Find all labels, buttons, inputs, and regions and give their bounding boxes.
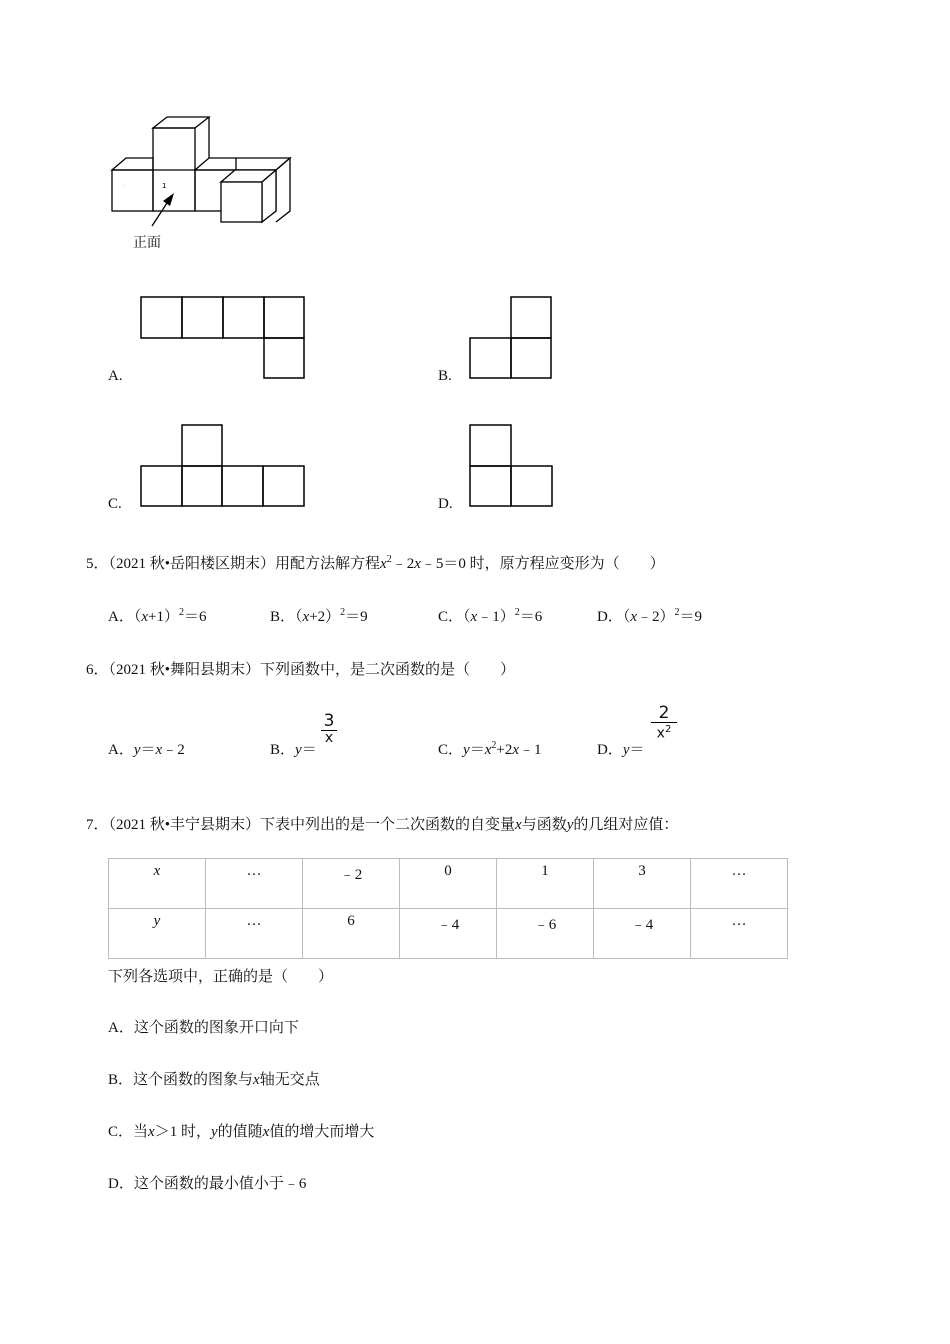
var-x: x [148,1124,155,1140]
option-text: 当 [133,1124,149,1140]
option-text: 值的增大而增大 [269,1124,375,1140]
equals: ＝ [629,742,645,758]
question-number: 6． [86,662,109,678]
stem-text: 下表中列出的是一个二次函数的自变量 [260,817,516,833]
var-y: y [210,1124,218,1140]
option-label: A． [108,1020,134,1036]
denominator: x [324,730,334,746]
option-text: ＝6 [184,609,207,625]
q5-option-d [597,605,702,626]
table-cell: 1 [497,859,594,909]
stem-text: ﹣2 [391,556,415,572]
option-b-label: B. [438,368,452,384]
question-source: （2021 秋•岳阳楼区期末） [108,556,276,572]
value-table [108,858,788,959]
option-c-label: C. [108,496,122,512]
option-label: C． [438,742,464,758]
var-x: x [470,609,478,625]
var-y: y [295,742,302,758]
option-text: （ [622,609,631,625]
table-row-x [109,859,788,909]
superscript: 2 [386,554,392,565]
option-label: D． [108,1176,134,1192]
option-text: （ [295,609,303,625]
superscript: 2 [340,607,346,618]
var-x: x [380,556,387,572]
option-label: A． [108,742,134,758]
superscript: 2 [491,740,497,751]
option-text: ﹣1） [477,609,515,625]
option-text: （ [463,609,471,625]
table-cell: y [109,909,206,959]
var-x: x [155,742,163,758]
var-y: y [622,742,630,758]
var-x: x [253,1072,260,1088]
stem-text: ﹣5＝0 时，原方程应变形为（ ） [420,556,665,572]
option-label: B． [270,609,296,625]
option-text: ﹣1 [519,742,542,758]
option-text: ＝9 [679,609,703,625]
table-cell: ﹣6 [497,909,594,959]
option-text: +2） [309,609,341,625]
option-d-view-figure [0,0,950,600]
front-view-label: 正面 [133,235,161,251]
question-source: （2021 秋•舞阳县期末） [108,662,261,678]
option-text: 这个函数的图象开口向下 [133,1020,299,1036]
table-row-y [109,909,788,959]
option-text: （ [133,609,142,625]
q5-option-a [108,605,207,626]
option-label: D． [597,742,623,758]
option-text: 轴无交点 [259,1072,320,1088]
q5-option-b [270,605,368,626]
svg-text:·: · [123,183,125,190]
option-text: ＝9 [345,609,368,625]
fraction-2-over-x-squared [651,704,677,741]
svg-text:1: 1 [162,182,167,190]
option-label: D． [597,609,623,625]
question-number: 7． [86,817,109,833]
equals: ＝ [301,742,317,758]
option-text: ﹣2 [162,742,185,758]
table-cell: 3 [594,859,691,909]
superscript: 2 [179,607,184,618]
option-text: ＝6 [519,609,543,625]
table-cell: … [206,859,303,909]
superscript: 2 [674,607,680,618]
q7-prompt: 下列各选项中，正确的是（ ） [108,969,334,985]
var-x: x [302,609,310,625]
table-cell: 0 [400,859,497,909]
denominator-base: x [656,725,665,742]
q6-option-a [108,738,185,759]
stem-text: 下列函数中，是二次函数的是（ ） [260,662,516,678]
q7-option-d [108,1172,306,1193]
stem-text: 用配方法解方程 [275,556,381,572]
superscript: 2 [514,607,520,618]
table-cell: … [206,909,303,959]
superscript: 2 [664,724,672,735]
var-y: y [566,817,574,833]
q6-option-d [597,738,645,759]
q7-option-c [108,1120,374,1141]
numerator: 3 [323,711,335,731]
equals: ＝ [469,742,485,758]
question-6-stem [86,658,515,679]
q5-option-c [438,605,542,626]
var-x: x [515,817,522,833]
var-x: x [262,1124,270,1140]
option-text: 的值随 [217,1124,263,1140]
option-text: 这个函数的图象与 [133,1072,254,1088]
option-label: A． [108,609,134,625]
var-x: x [484,742,492,758]
numerator: 2 [658,703,670,723]
table-cell: … [691,909,788,959]
var-x: x [414,556,421,572]
table-cell: 6 [303,909,400,959]
question-7-stem [86,813,678,834]
denominator [651,723,677,741]
q7-option-a [108,1016,299,1037]
var-x: x [141,609,149,625]
option-text: ﹣2） [637,609,675,625]
q6-option-c [438,738,542,759]
table-cell: ﹣4 [594,909,691,959]
option-text: +2 [496,742,513,758]
option-d-label: D. [438,496,453,512]
question-5-stem [86,552,665,573]
option-text: 这个函数的最小值小于﹣6 [133,1176,307,1192]
option-label: B． [108,1072,134,1088]
option-a-label: A. [108,368,123,384]
question-number: 5． [86,556,109,572]
option-label: C． [108,1124,134,1140]
table-cell: … [691,859,788,909]
var-y: y [463,742,470,758]
option-text: ＞1 时， [154,1124,211,1140]
table-cell: ﹣2 [303,859,400,909]
var-x: x [630,609,638,625]
table-cell: ﹣4 [400,909,497,959]
option-label: B． [270,742,296,758]
q7-option-b [108,1068,320,1089]
table-cell: x [109,859,206,909]
q6-option-b [270,738,317,759]
equals: ＝ [140,742,156,758]
fraction-3-over-x [321,712,337,745]
option-text: +1） [148,609,179,625]
var-y: y [133,742,141,758]
question-source: （2021 秋•丰宁县期末） [108,817,261,833]
stem-text: 的几组对应值： [573,817,679,833]
stem-text: 与函数 [521,817,567,833]
option-label: C． [438,609,464,625]
var-x: x [512,742,520,758]
